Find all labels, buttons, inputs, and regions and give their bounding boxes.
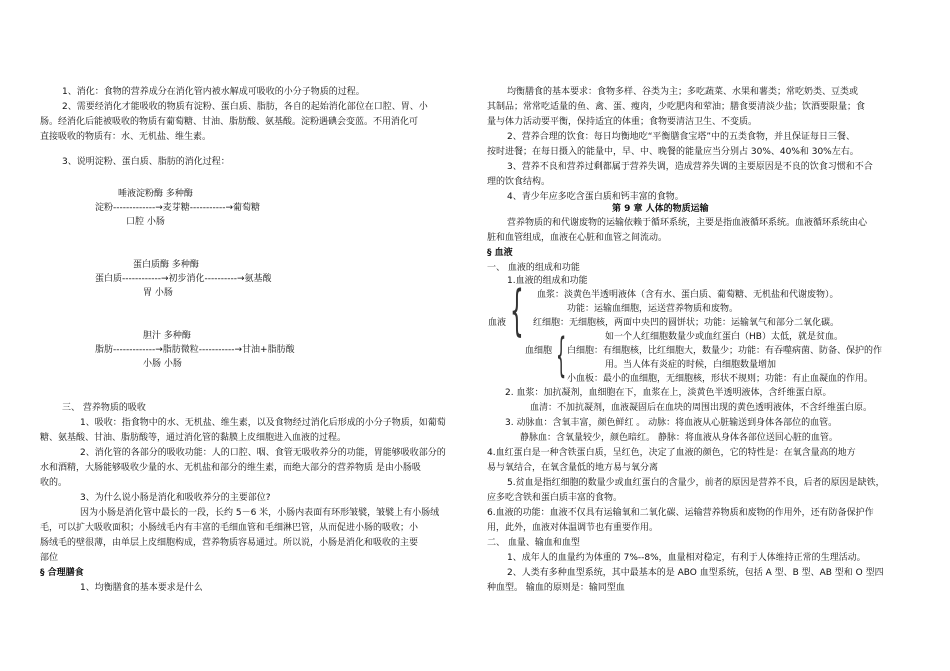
wbc-desc: 白细胞：有细胞核，比红细胞大，数量少；功能：有吞噬病菌、防备、保护的作 bbox=[567, 346, 883, 356]
para-diet-requirements-3: 量与体力活动要平衡，保持适宜的体重；食物要清洁卫生、不变质。 bbox=[487, 117, 758, 127]
para-circulation-intro-2: 脏和血管组成，血液在心脏和血管之间流动。 bbox=[487, 233, 668, 243]
protein-flow: 蛋白质------------→初步消化----------→氨基酸 bbox=[95, 274, 272, 284]
fat-sites: 小肠 小肠 bbox=[143, 359, 182, 369]
para-blood-types: 2、人类有多种血型系统，其中最基本的是 ABO 血型系统，包括 A 型、B 型、AB 型和 O 型四 bbox=[507, 568, 884, 578]
para-serum: 血清：不加抗凝剂，血液凝固后在血块的周围出现的黄色透明液体，不含纤维蛋白原。 bbox=[530, 403, 873, 413]
para-anemia: 5.贫血是指红细胞的数量少或血红蛋白的含量少，前者的原因是营养不良，后者的原因是缺铁， bbox=[507, 478, 885, 488]
starch-flow: 淀粉-------------→麦芽糖-----------→葡萄糖 bbox=[95, 203, 261, 213]
section-blood-volume: 二、 血量、输血和血型 bbox=[487, 538, 580, 548]
section-blood-composition: 一、 血液的组成和功能 bbox=[487, 263, 580, 273]
fat-flow: 脂肪-------------→脂肪微粒-----------→甘油+脂肪酸 bbox=[95, 345, 295, 355]
para-blood-types-2: 种血型。 输血的原则是：输同型血 bbox=[487, 583, 625, 593]
para-plasma: 2. 血浆：加抗凝剂，血细胞在下，血浆在上，淡黄色半透明液体，含纤维蛋白原。 bbox=[505, 388, 832, 398]
brace-blood: { bbox=[510, 279, 524, 342]
para-blood-function-2: 用，此外，血液对体温调节也有重要作用。 bbox=[487, 523, 659, 533]
protein-sites: 胃 小肠 bbox=[143, 288, 173, 298]
para-blood-volume: 1、成年人的血量约为体重的 7%--8%，血量相对稳定，有利于人体维持正常的生理活动。 bbox=[507, 553, 866, 563]
section-absorption: 三、 营养物质的吸收 bbox=[62, 403, 146, 413]
starch-enzymes: 唾液淀粉酶 多种酶 bbox=[118, 189, 193, 199]
para-circulation-intro: 营养物质的和代谢废物的运输依赖于循环系统，主要是指血液循环系统。血液循环系统由心 bbox=[507, 218, 868, 228]
para-digestion-substances-3: 直接吸收的物质有：水、无机盐、维生素。 bbox=[40, 132, 212, 142]
para-diet-requirements-2: 其制品；常常吃适量的鱼、禽、蛋、瘦肉，少吃肥肉和荤油；膳食要清淡少盐；饮酒要限量；食 bbox=[487, 102, 866, 112]
blood-label: 血液 bbox=[488, 318, 507, 328]
chapter-title: 第 9 章 人体的物质运输 bbox=[612, 204, 709, 214]
blood-cells-label: 血细胞 bbox=[525, 346, 553, 356]
brace-blood-cells: { bbox=[556, 328, 567, 382]
plasma-desc: 血浆：淡黄色半透明液体（含有水、蛋白质、葡萄糖、无机盐和代谢废物）。 bbox=[537, 290, 839, 300]
para-blood-function: 6.血液的功能：血液不仅具有运输氧和二氧化碳、运输营养物质和废物的作用外，还有防备保护作 bbox=[487, 508, 874, 518]
para-reasonable-diet: 2、营养合理的饮食：每日均衡地吃“平衡膳食宝塔”中的五类食物，并且保证每日三餐、 bbox=[507, 132, 856, 142]
para-absorption-parts-3: 收的。 bbox=[40, 478, 68, 488]
para-absorption-parts: 2、消化管的各部分的吸收功能：人的口腔、咽、食管无吸收养分的功能，胃能够吸收部分的 bbox=[80, 448, 446, 458]
para-small-intestine-a-4: 部位 bbox=[40, 553, 59, 563]
para-absorption-def-2: 糖、氨基酸、甘油、脂肪酸等，通过消化管的黏膜上皮细胞进入血液的过程。 bbox=[40, 433, 347, 443]
para-absorption-def: 1、吸收：指食物中的水、无机盐、维生素，以及食物经过消化后形成的小分子物质，如葡萄 bbox=[80, 418, 446, 428]
plasma-function: 功能：运输血细胞，运送营养物质和废物。 bbox=[567, 304, 739, 314]
para-venous-blood: 静脉血：含氧量较少，颜色暗红。 静脉：将血液从身体各部位送回心脏的血管。 bbox=[520, 433, 838, 443]
starch-sites: 口腔 小肠 bbox=[126, 217, 165, 227]
para-reasonable-diet-2: 按时进餐；在每日摄入的能量中，早、中、晚餐的能量应当分别占 30%、40%和 30%左右。 bbox=[487, 147, 859, 157]
heading-blood: § 血液 bbox=[487, 248, 513, 258]
protein-enzymes: 蛋白质酶 多种酶 bbox=[133, 260, 199, 270]
para-diet-requirements: 均衡膳食的基本要求：食物多样、谷类为主；多吃蔬菜、水果和薯类；常吃奶类、豆类或 bbox=[507, 87, 859, 97]
para-absorption-parts-2: 水和酒精，大肠能够吸收少量的水、无机盐和部分的维生素，而绝大部分的营养物质 是由小肠吸 bbox=[40, 463, 421, 473]
para-arterial-blood: 3. 动脉血：含氧丰富，颜色鲜红 。 动脉：将血液从心脏输送到身体各部位的血管。 bbox=[505, 418, 838, 428]
para-hemoglobin-2: 易与氧结合，在氧含量低的地方易与氧分离 bbox=[487, 463, 659, 473]
para-small-intestine-a-3: 肠绒毛的壁很薄，由单层上皮细胞构成，营养物质容易通过。所以说，小肠是消化和吸收的主要 bbox=[40, 538, 419, 548]
para-teenagers: 4、青少年应多吃含蛋白质和钙丰富的食物。 bbox=[507, 192, 684, 202]
platelet-desc: 小血板：最小的血细胞，无细胞核，形状不规则；功能：有止血凝血的作用。 bbox=[567, 374, 874, 384]
heading-balanced-diet: § 合理膳食 bbox=[40, 568, 84, 578]
para-anemia-2: 应多吃含铁和蛋白质丰富的食物。 bbox=[487, 493, 623, 503]
fat-enzymes: 胆汁 多种酶 bbox=[143, 331, 191, 341]
para-digestion-process-q: 3、说明淀粉、蛋白质、脂肪的消化过程： bbox=[62, 157, 230, 167]
rbc-anemia: 如一个人红细胞数量少或血红蛋白（HB）太低，就是贫血。 bbox=[605, 332, 843, 342]
para-hemoglobin: 4.血红蛋白是一种含铁蛋白质，呈红色，决定了血液的颜色，它的特性是：在氧含量高的地方 bbox=[487, 448, 856, 458]
rbc-desc: 红细胞：无细胞核，两面中央凹的圆饼状；功能：运输氧气和部分二氧化碳。 bbox=[533, 318, 840, 328]
para-balanced-diet-q: 1、均衡膳食的基本要求是什么 bbox=[80, 583, 203, 593]
para-digestion-substances: 2、需要经消化才能吸收的物质有淀粉、蛋白质、脂肪，各自的起始消化部位在口腔、胃、小 bbox=[62, 102, 428, 112]
para-malnutrition: 3、营养不良和营养过剩都属于营养失调，造成营养失调的主要原因是不良的饮食习惯和不合 bbox=[507, 162, 873, 172]
para-small-intestine-a: 因为小肠是消化管中最长的一段，长约 5－6 米，小肠内表面有环形皱襞，皱襞上有小肠绒 bbox=[80, 508, 440, 518]
para-digestion-substances-2: 肠。经消化后能被吸收的物质有葡萄糖、甘油、脂肪酸、氨基酸。淀粉遇碘会变蓝。不用消化可 bbox=[40, 117, 419, 127]
para-small-intestine-q: 3、为什么说小肠是消化和吸收养分的主要部位? bbox=[80, 493, 271, 503]
para-malnutrition-2: 理的饮食结构。 bbox=[487, 177, 551, 187]
subsection-blood-composition: 1.血液的组成和功能 bbox=[507, 276, 588, 286]
para-small-intestine-a-2: 毛，可以扩大吸收面积；小肠绒毛内有丰富的毛细血管和毛细淋巴管，从而促进小肠的吸收；小 bbox=[40, 523, 419, 533]
wbc-desc-2: 用。当人体有炎症的时候，白细胞数量增加 bbox=[605, 360, 777, 370]
para-digestion-def: 1、消化：食物的营养成分在消化管内被水解成可吸收的小分子物质的过程。 bbox=[62, 87, 365, 97]
